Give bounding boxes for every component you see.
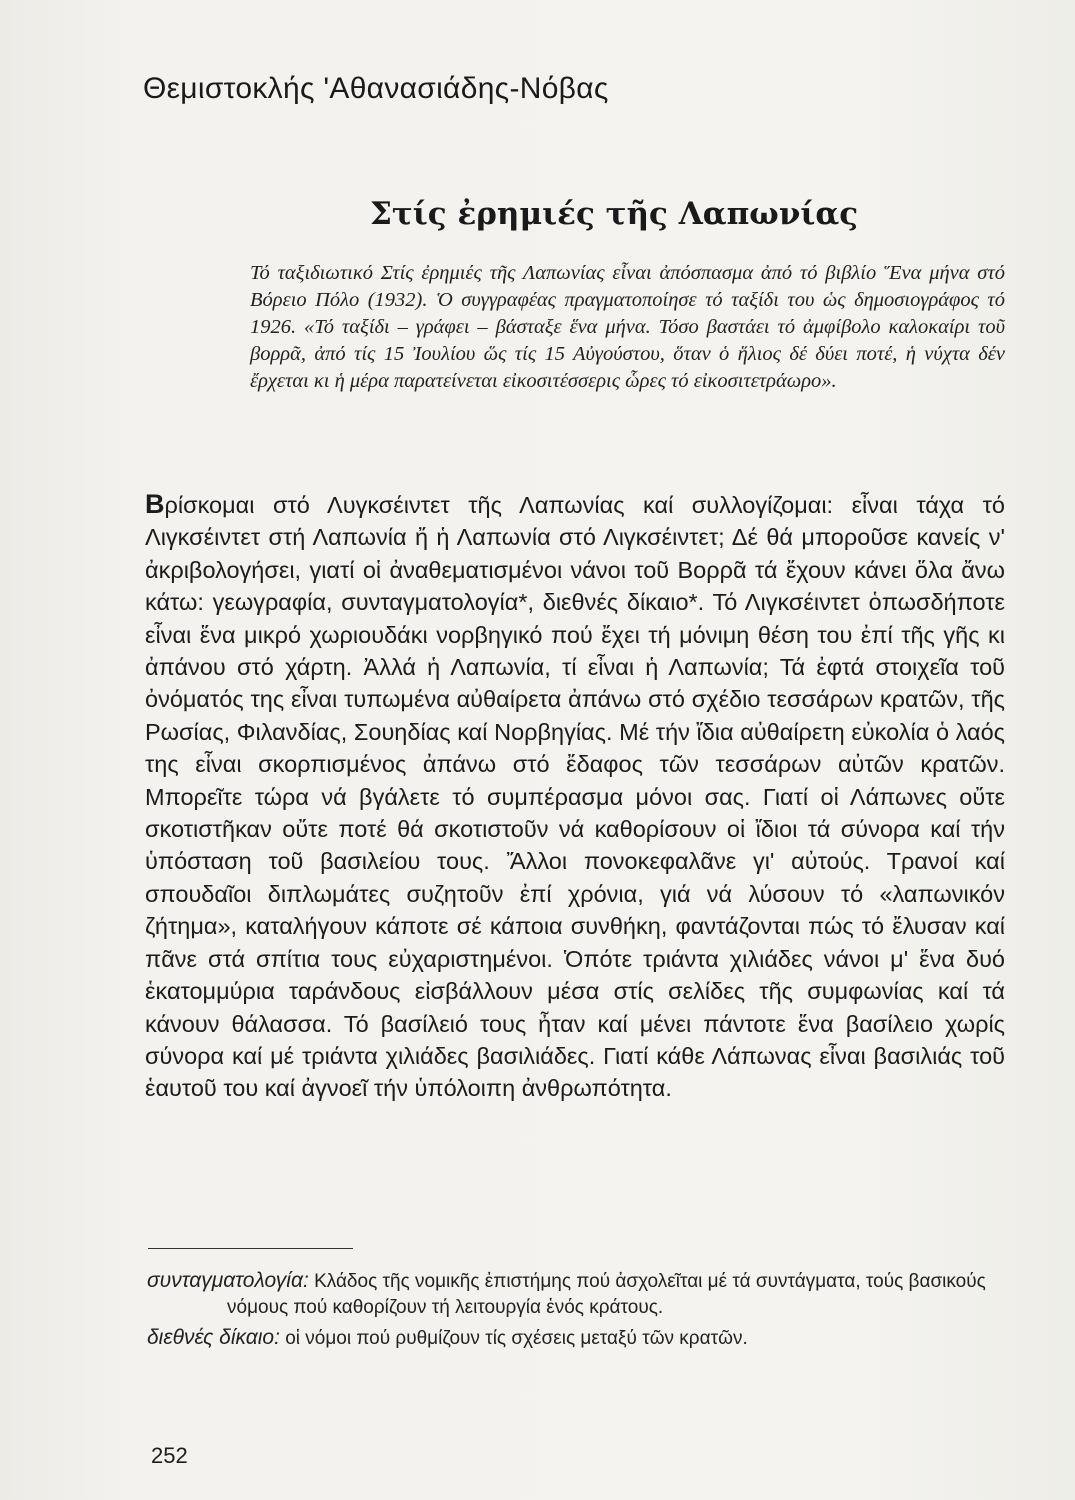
footnote-item xyxy=(147,1268,1017,1321)
footnote-definition: Κλάδος τῆς νομικῆς ἐπιστήμης πού ἀσχολεῖται μέ τά συντάγματα, τούς βασικούς νόμους πού καθορίζουν τή λειτουργία ἑνός κράτους. xyxy=(227,1271,986,1318)
drop-cap: Β xyxy=(145,489,165,519)
intro-paragraph: Τό ταξιδιωτικό Στίς ἐρημιές τῆς Λαπωνίας εἶναι ἀπόσπασμα ἀπό τό βιβλίο Ἕνα μήνα στό Βόρειο Πόλο (1932). Ὁ συγγραφέας πραγματοποίησε τό ταξίδι του ὡς δημοσιογράφος τό 1926. «Τό ταξίδι – γράφει – βάσταξε ἕνα μήνα. Τόσο βαστάει τό ἀμφίβολο καλοκαίρι τοῦ βορρᾶ, ἀπό τίς 15 Ἰουλίου ὥς τίς 15 Αὐγούστου, ὅταν ὁ ἥλιος δέ δύει ποτέ, ἡ νύχτα δέν ἔρχεται κι ἡ μέρα παρατείνεται εἰκοσιτέσσερις ὧρες τό εἰκοσιτετράωρο». xyxy=(250,262,1005,392)
chapter-title: Στίς ἐρημιές τῆς Λαπωνίας xyxy=(370,196,859,232)
footnote-term: διεθνές δίκαιο: xyxy=(147,1326,280,1349)
page-number: 252 xyxy=(151,1443,188,1468)
footnote-divider xyxy=(148,1248,353,1249)
author-name: Θεμιστοκλής 'Αθανασιάδης-Νόβας xyxy=(143,72,609,105)
footnote-definition: οἱ νόμοι πού ρυθμίζουν τίς σχέσεις μεταξύ τῶν κρατῶν. xyxy=(285,1328,748,1349)
footnote-item xyxy=(147,1325,1017,1352)
footnotes xyxy=(147,1268,1017,1356)
main-text xyxy=(145,488,1005,1105)
main-text-body: ρίσκομαι στό Λυγκσέιντετ τῆς Λαπωνίας καί συλλογίζομαι: εἶναι τάχα τό Λιγκσέιντετ στή Λαπωνία ἤ ἡ Λαπωνία στό Λιγκσέιντετ; Δέ θά μποροῦσε κανείς ν' ἀκριβολογήσει, γιατί οἱ ἀναθεματισμένοι νάνοι τοῦ Βορρᾶ τά ἔχουν κάνει ὅλα ἄνω κάτω: γεωγραφία, συνταγματολογία*, διεθνές δίκαιο*. Τό Λιγκσέιντετ ὁπωσδήποτε εἶναι ἕνα μικρό χωριουδάκι νορβηγικό πού ἔχει τή μόνιμη θέση του ἐπί τῆς γῆς κι ἀπάνου στό χάρτη. Ἀλλά ἡ Λαπωνία, τί εἶναι ἡ Λαπωνία; Τά ἐφτά στοιχεῖα τοῦ ὀνόματός της εἶναι τυπωμένα αὐθαίρετα ἀπάνω στό σχέδιο τεσσάρων κρατῶν, τῆς Ρωσίας, Φιλανδίας, Σουηδίας καί Νορβηγίας. Μέ τήν ἴδια αὐθαίρετη εὐκολία ὁ λαός της εἶναι σκορπισμένος ἀπάνω στό ἔδαφος τῶν τεσσάρων αὐτῶν κρατῶν. Μπορεῖτε τώρα νά βγάλετε τό συμπέρασμα μόνοι σας. Γιατί οἱ Λάπωνες οὔτε σκοτιστῆκαν οὔτε ποτέ θά σκοτιστοῦν νά καθορίσουν οἱ ἴδιοι τά σύνορα καί τήν ὑπόσταση τοῦ βασιλείου τους. Ἄλλοι πονοκεφαλᾶνε γι' αὐτούς. Τρανοί καί σπουδαῖοι διπλωμάτες συζητοῦν ἐπί χρόνια, γιά νά λύσουν τό «λαπωνικόν ζήτημα», καταλήγουν κάποτε σέ κάποια συνθήκη, φαντάζονται πώς τό ἔλυσαν καί πᾶνε στά σπίτια τους εὐχαριστημένοι. Ὁπότε τριάντα χιλιάδες νάνοι μ' ἕνα δυό ἑκατομμύρια ταράνδους εἰσβάλλουν μέσα στίς σελίδες τῆς συμφωνίας καί τά κάνουν θάλασσα. Τό βασίλειό τους ἦταν καί μένει πάντοτε ἕνα βασίλειο χωρίς σύνορα καί μέ τριάντα χιλιάδες βασιλιάδες. Γιατί κάθε Λάπωνας εἶναι βασιλιάς τοῦ ἑαυτοῦ του καί ἀγνοεῖ τήν ὑπόλοιπη ἀνθρωπότητα. xyxy=(145,492,1005,1102)
footnote-term: συνταγματολογία: xyxy=(147,1269,309,1292)
